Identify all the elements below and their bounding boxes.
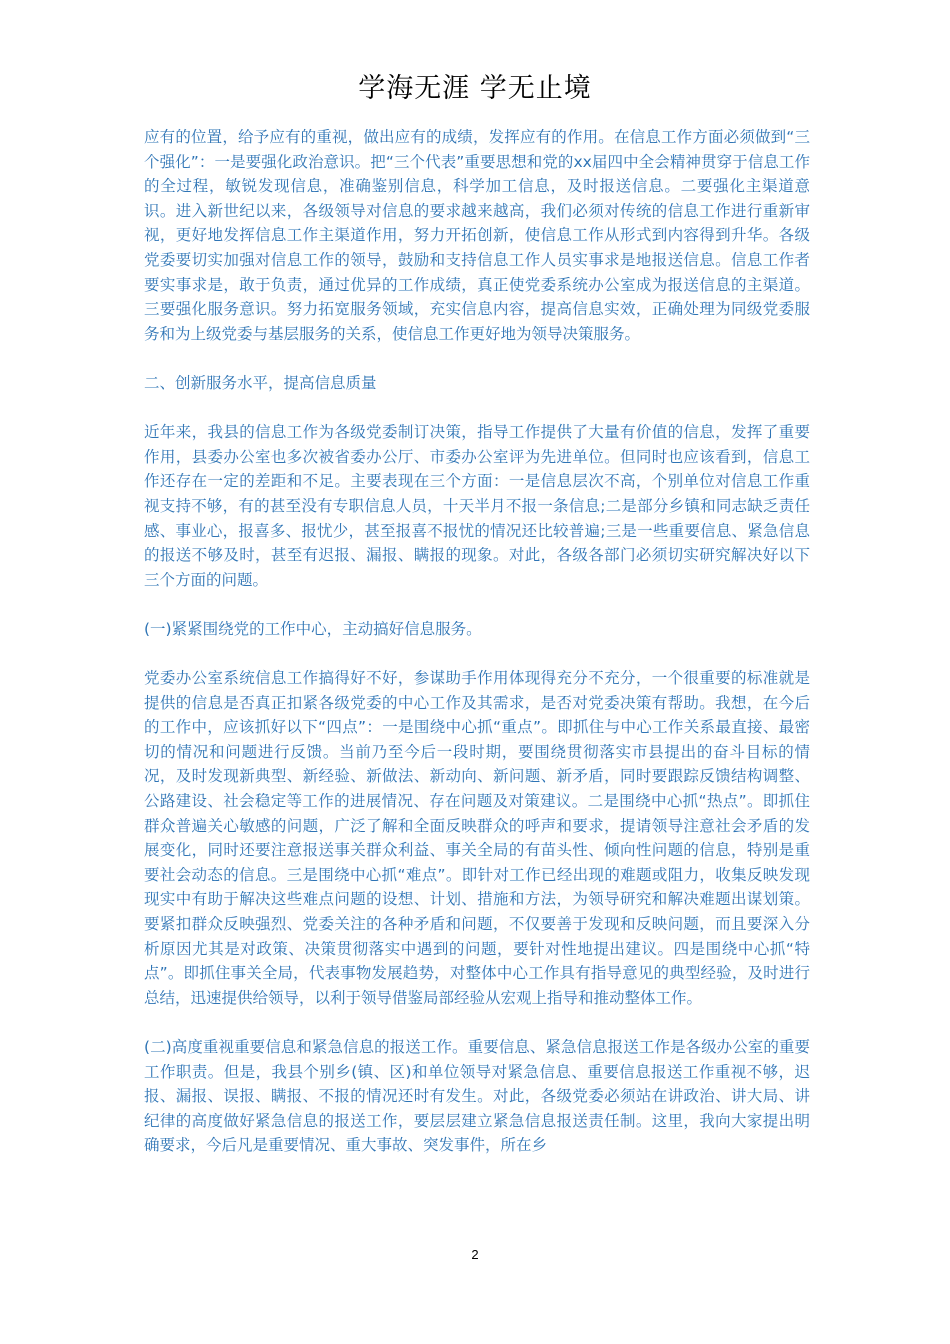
subsection-heading: (一)紧紧围绕党的工作中心，主动搞好信息服务。 bbox=[144, 619, 482, 638]
paragraph: 应有的位置，给予应有的重视，做出应有的成绩，发挥应有的作用。在信息工作方面必须做到“三个强化”：一是要强化政治意识。把“三个代表”重要思想和党的xx届四中全会精神贯穿于信息工作的全过程，敏锐发现信息，准确鉴别信息，科学加工信息，及时报送信息。二要强化主渠道意识。进入新世纪以来，各级领导对信息的要求越来越高，我们必须对传统的信息工作进行重新审视，更好地发挥信息工作主渠道作用，努力开拓创新，使信息工作从形式到内容得到升华。各级党委要切实加强对信息工作的领导，鼓励和支持信息工作人员实事求是地报送信息。信息工作者要实事求是，敢于负责，通过优异的工作成绩，真正使党委系统办公室成为报送信息的主渠道。三要强化服务意识。努力拓宽服务领域，充实信息内容，提高信息实效，正确处理为同级党委服务和为上级党委与基层服务的关系，使信息工作更好地为领导决策服务。 bbox=[144, 128, 810, 343]
paragraph: 近年来，我县的信息工作为各级党委制订决策，指导工作提供了大量有价值的信息，发挥了重要作用，县委办公室也多次被省委办公厅、市委办公室评为先进单位。但同时也应该看到，信息工作还存在一定的差距和不足。主要表现在三个方面：一是信息层次不高，个别单位对信息工作重视支持不够，有的甚至没有专职信息人员，十天半月不报一条信息;二是部分乡镇和同志缺乏责任感、事业心，报喜多、报忧少，甚至报喜不报忧的情况还比较普遍;三是一些重要信息、紧急信息的报送不够及时，甚至有迟报、漏报、瞒报的现象。对此，各级各部门必须切实研究解决好以下三个方面的问题。 bbox=[144, 423, 810, 589]
document-body bbox=[144, 125, 810, 1158]
paragraph: (二)高度重视重要信息和紧急信息的报送工作。重要信息、紧急信息报送工作是各级办公室的重要工作职责。但是，我县个别乡(镇、区)和单位领导对紧急信息、重要信息报送工作重视不够，迟报、漏报、误报、瞒报、不报的情况还时有发生。对此，各级党委必须站在讲政治、讲大局、讲纪律的高度做好紧急信息的报送工作，要层层建立紧急信息报送责任制。这里，我向大家提出明确要求，今后凡是重要情况、重大事故、突发事件，所在乡 bbox=[144, 1037, 810, 1155]
page-header-title: 学海无涯 学无止境 bbox=[358, 73, 592, 104]
section-heading: 二、创新服务水平，提高信息质量 bbox=[144, 373, 377, 392]
page-number: 2 bbox=[471, 1247, 479, 1262]
paragraph: 党委办公室系统信息工作搞得好不好，参谋助手作用体现得充分不充分，一个很重要的标准就是提供的信息是否真正扣紧各级党委的中心工作及其需求，是否对党委决策有帮助。我想，在今后的工作中，应该抓好以下“四点”：一是围绕中心抓“重点”。即抓住与中心工作关系最直接、最密切的情况和问题进行反馈。当前乃至今后一段时期，要围绕贯彻落实市县提出的奋斗目标的情况，及时发现新典型、新经验、新做法、新动向、新问题、新矛盾，同时要跟踪反馈结构调整、公路建设、社会稳定等工作的进展情况、存在问题及对策建议。二是围绕中心抓“热点”。即抓住群众普遍关心敏感的问题，广泛了解和全面反映群众的呼声和要求，提请领导注意社会矛盾的发展变化，同时还要注意报送事关群众利益、事关全局的有苗头性、倾向性问题的信息，特别是重要社会动态的信息。三是围绕中心抓“难点”。即针对工作已经出现的难题或阻力，收集反映发现现实中有助于解决这些难点问题的设想、计划、措施和方法，为领导研究和解决难题出谋划策。要紧扣群众反映强烈、党委关注的各种矛盾和问题，不仅要善于发现和反映问题，而且要深入分析原因尤其是对政策、决策贯彻落实中遇到的问题，要针对性地提出建议。四是围绕中心抓“特点”。即抓住事关全局，代表事物发展趋势，对整体中心工作具有指导意见的典型经验，及时进行总结，迅速提供给领导，以利于领导借鉴局部经验从宏观上指导和推动整体工作。 bbox=[144, 669, 810, 1007]
